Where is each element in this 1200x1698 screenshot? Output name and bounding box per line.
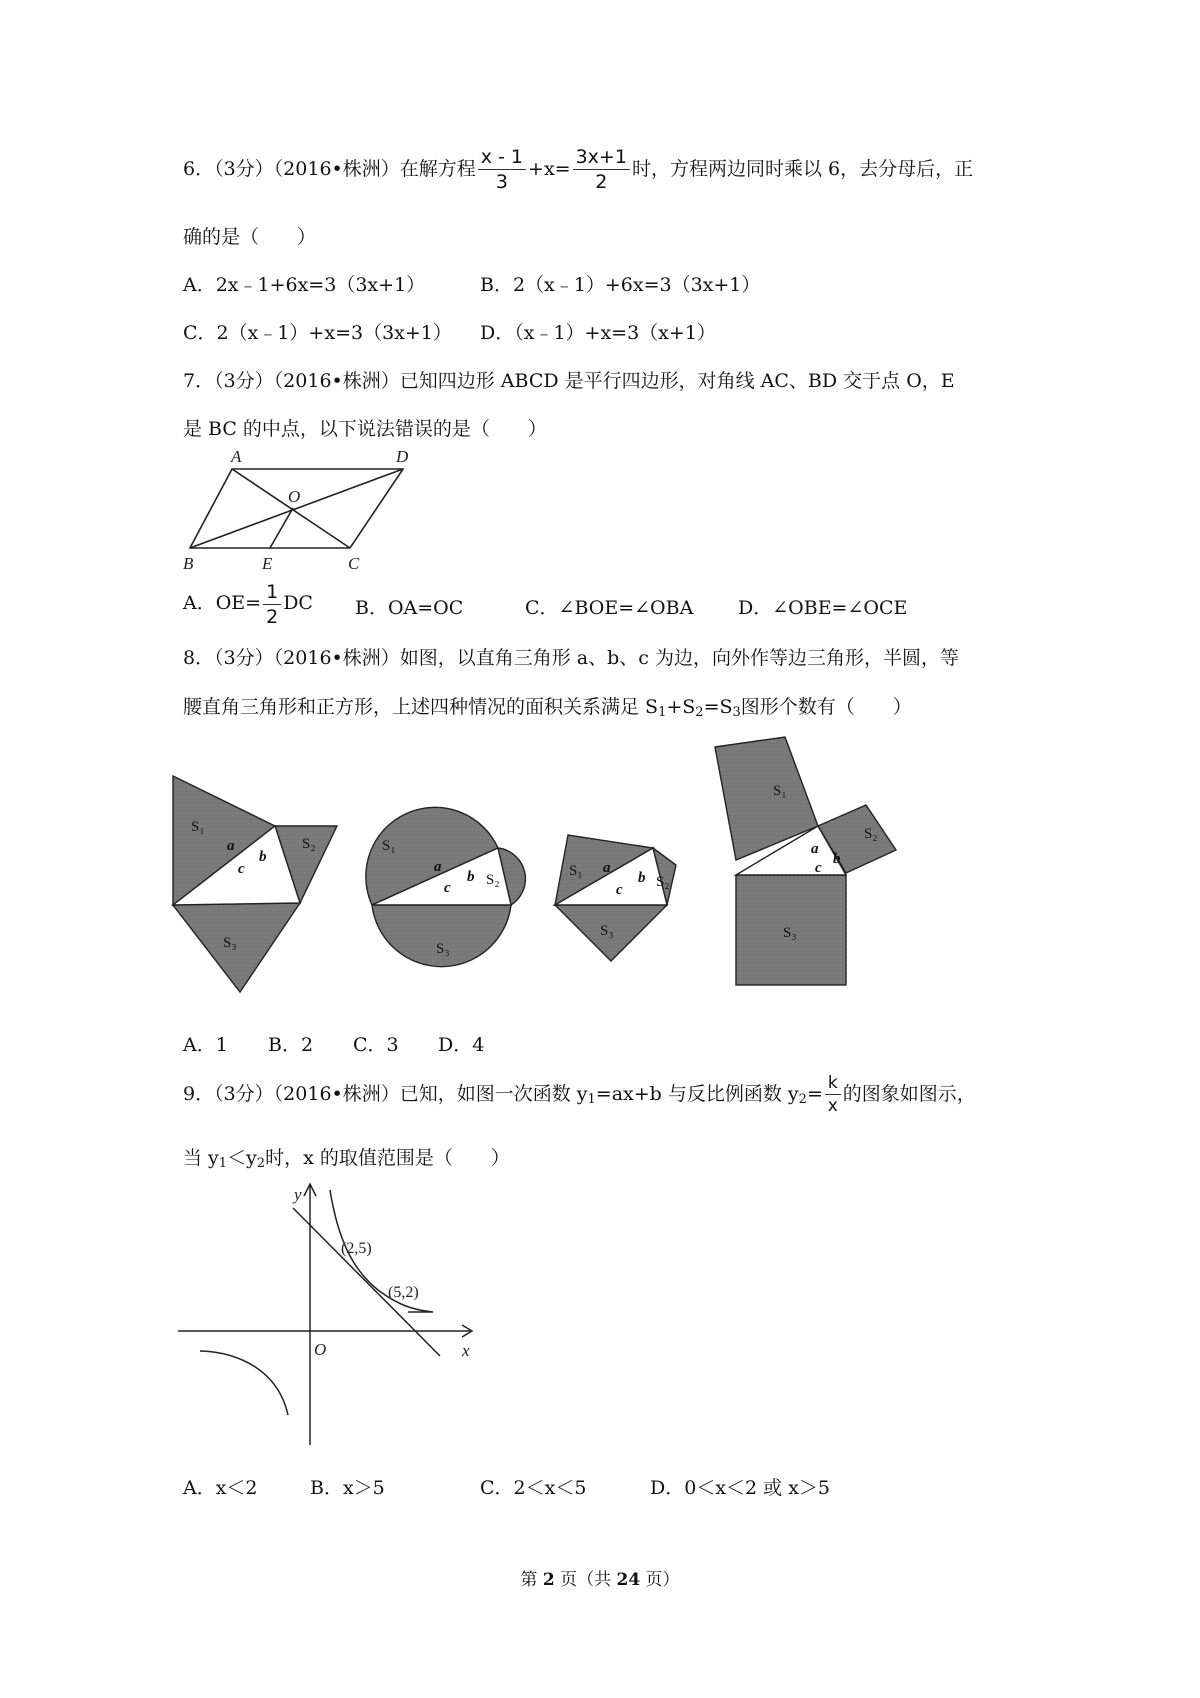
fig3-label-b: b bbox=[638, 870, 646, 886]
q9-line2: 当 $y_1<y_2$时，x 的取值范围是（ ） bbox=[183, 1147, 510, 1171]
q9-fraction bbox=[825, 1075, 841, 1115]
fig2-label-a: a bbox=[434, 859, 442, 875]
q6-frac2-num: 3x+1 bbox=[573, 148, 630, 170]
q6-option-a[interactable]: A．2x﹣1+6x=3（3x+1） bbox=[183, 274, 426, 296]
q6-option-d[interactable]: D．（x﹣1）+x=3（x+1） bbox=[480, 322, 716, 344]
q6-option-b[interactable]: B．2（x﹣1）+6x=3（3x+1） bbox=[480, 274, 761, 296]
fig1-label-s3: S₃ bbox=[223, 935, 237, 951]
fig4-label-s1: S₁ bbox=[773, 783, 787, 799]
label-y: y bbox=[294, 1185, 302, 1204]
fig3-label-c: c bbox=[616, 882, 623, 898]
q6-option-c[interactable]: C．2（x﹣1）+x=3（3x+1） bbox=[183, 322, 452, 344]
footer-mid: 页（共 bbox=[554, 1570, 617, 1590]
q9-graph bbox=[178, 1180, 488, 1455]
label-e: E bbox=[262, 554, 273, 573]
q7-parallelogram-figure bbox=[178, 446, 428, 576]
q9-line1: 9．（3分）（2016•株洲）已知，如图一次函数 $y_1=ax+b$ 与反比例函数 $y_2=$ $\frac{k}{x}$ 的图象如图示， bbox=[183, 1073, 976, 1116]
figure-isosceles bbox=[555, 835, 676, 961]
footer-post: 页） bbox=[640, 1570, 680, 1590]
label-b: B bbox=[183, 554, 194, 573]
linear-function-line bbox=[293, 1208, 440, 1356]
q8-line1: 8．（3分）（2016•株洲）如图，以直角三角形 a、b、c 为边，向外作等边三角形，半圆，等 bbox=[183, 647, 959, 669]
fig2-label-s1: S₁ bbox=[382, 838, 396, 854]
q8-line2: 腰直角三角形和正方形，上述四种情况的面积关系满足 $S_1+S_2=S_3$图形个数有（ ） bbox=[183, 696, 912, 720]
q9-frac-num: k bbox=[825, 1075, 841, 1095]
q6-fraction-2 bbox=[573, 148, 630, 192]
label-point-5-2: (5,2) bbox=[388, 1284, 419, 1301]
q6-frac1-den: 3 bbox=[495, 171, 508, 193]
diagonal-bd bbox=[190, 469, 403, 548]
q8-line2-pre: 腰直角三角形和正方形，上述四种情况的面积关系满足 S bbox=[183, 696, 659, 718]
q6-line1 bbox=[183, 148, 973, 192]
fig4-label-s2: S₂ bbox=[864, 826, 878, 842]
q8-option-a[interactable]: A．1 bbox=[183, 1034, 228, 1056]
q6-tail: 时，方程两边同时乘以 6，去分母后，正 bbox=[631, 158, 974, 180]
figure-equilateral bbox=[173, 776, 337, 992]
q6-frac2-den: 2 bbox=[595, 171, 608, 193]
q9-line1-mid: =ax+b 与反比例函数 y bbox=[595, 1083, 799, 1105]
fig3-label-s1: S₁ bbox=[569, 863, 583, 879]
fig3-label-s2: S₂ bbox=[656, 874, 670, 890]
fig1-label-s2: S₂ bbox=[302, 836, 316, 852]
q6-head: 6．（3分）（2016•株洲）在解方程 bbox=[183, 158, 476, 180]
fig1-label-s1: S₁ bbox=[191, 819, 205, 835]
footer-total-pages: 24 bbox=[616, 1570, 641, 1590]
fig1-label-b: b bbox=[259, 849, 267, 865]
fig4-label-c: c bbox=[815, 860, 822, 876]
fig2-label-s2: S₂ bbox=[486, 872, 500, 888]
fig4-label-b: b bbox=[833, 851, 841, 867]
q8-option-b[interactable]: B．2 bbox=[268, 1034, 314, 1056]
q7-option-c[interactable]: C．∠BOE=∠OBA bbox=[525, 597, 694, 619]
label-origin: O bbox=[314, 1340, 327, 1359]
q9-line1-pre: 9．（3分）（2016•株洲）已知，如图一次函数 y bbox=[183, 1083, 588, 1105]
label-a: A bbox=[231, 447, 242, 466]
fig3-label-s3: S₃ bbox=[600, 923, 614, 939]
q9-line2-mid: ＜y bbox=[227, 1147, 257, 1169]
footer-page-number: 2 bbox=[542, 1570, 555, 1590]
hyperbola-branch-2 bbox=[200, 1351, 288, 1415]
q8-option-c[interactable]: C．3 bbox=[353, 1034, 399, 1056]
q9-line2-pre: 当 y bbox=[183, 1147, 219, 1169]
fig3-label-a: a bbox=[603, 860, 611, 876]
q7-optA-num: 1 bbox=[263, 583, 281, 605]
fig1-label-a: a bbox=[227, 838, 235, 854]
fig1-label-c: c bbox=[238, 861, 245, 877]
label-c: C bbox=[348, 554, 360, 573]
page-footer bbox=[0, 1565, 1200, 1590]
fig4-label-a: a bbox=[811, 841, 819, 857]
q7-optA-den: 2 bbox=[266, 606, 279, 628]
q9-line1-post: 的图象如图示， bbox=[842, 1083, 976, 1105]
q8-line2-post: 图形个数有（ ） bbox=[740, 696, 912, 718]
q9-frac-den: x bbox=[827, 1096, 838, 1116]
label-o: O bbox=[288, 487, 301, 506]
footer-pre: 第 bbox=[520, 1570, 543, 1590]
fig2-label-c: c bbox=[444, 880, 451, 896]
q7-line2: 是 BC 的中点，以下说法错误的是（ ） bbox=[183, 418, 547, 440]
q6-frac1-num: x - 1 bbox=[478, 148, 526, 170]
q7-option-a[interactable] bbox=[183, 583, 313, 627]
label-point-2-5: (2,5) bbox=[341, 1240, 372, 1257]
fig2-label-b: b bbox=[467, 869, 475, 885]
q7-line1: 7．（3分）（2016•株洲）已知四边形 ABCD 是平行四边形，对角线 AC、BD 交于点 O，E bbox=[183, 370, 955, 392]
q6-mid: +x= bbox=[528, 158, 571, 180]
semi-s3 bbox=[372, 905, 511, 967]
q8-figures bbox=[170, 735, 1000, 1010]
q7-optA-suffix: DC bbox=[283, 592, 313, 614]
q6-fraction-1 bbox=[478, 148, 526, 192]
q8-option-d[interactable]: D．4 bbox=[438, 1034, 485, 1056]
diagonal-ac bbox=[232, 469, 350, 548]
q7-option-b[interactable]: B．OA=OC bbox=[355, 597, 464, 619]
q7-optA-fraction bbox=[263, 583, 281, 627]
fig4-label-s3: S₃ bbox=[783, 925, 797, 941]
label-d: D bbox=[396, 447, 409, 466]
q9-line2-post: 时，x 的取值范围是（ ） bbox=[265, 1147, 510, 1169]
label-x: x bbox=[462, 1341, 470, 1360]
figure-squares bbox=[715, 737, 896, 985]
q9-option-b[interactable]: B．x＞5 bbox=[310, 1477, 385, 1499]
q9-option-c[interactable]: C．2＜x＜5 bbox=[480, 1477, 587, 1499]
q9-option-d[interactable]: D．0＜x＜2 或 x＞5 bbox=[650, 1477, 831, 1499]
q7-option-d[interactable]: D．∠OBE=∠OCE bbox=[738, 597, 908, 619]
q7-optA-prefix: A．OE= bbox=[183, 592, 262, 614]
q6-line2: 确的是（ ） bbox=[183, 226, 317, 248]
fig2-label-s3: S₃ bbox=[436, 941, 450, 957]
q9-option-a[interactable]: A．x＜2 bbox=[183, 1477, 258, 1499]
